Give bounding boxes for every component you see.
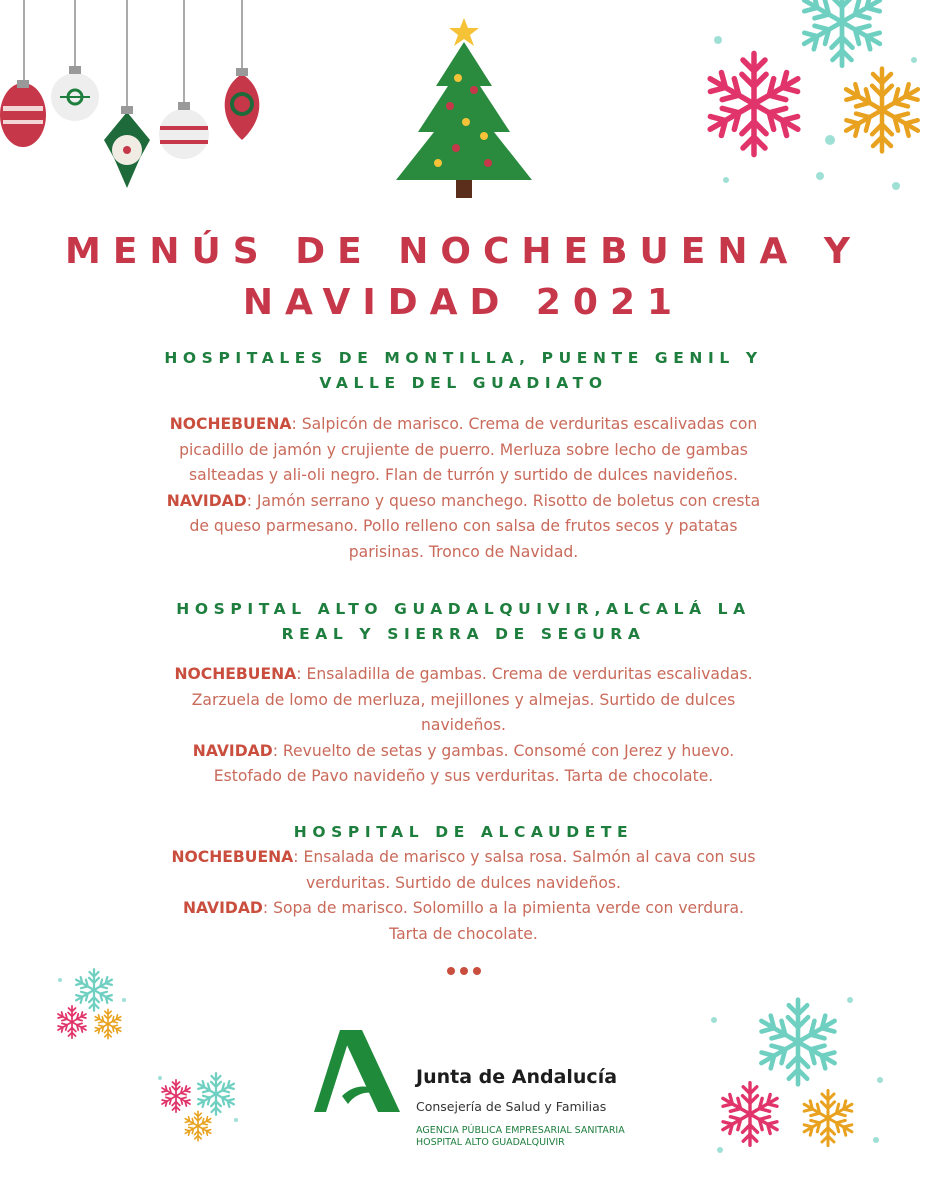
menu-line: Zarzuela de lomo de merluza, mejillones y almejas. Surtido de dulces bbox=[191, 690, 736, 709]
menu-line: : Salpicón de marisco. Crema de verduritas escalivadas con bbox=[291, 415, 758, 433]
menu-text bbox=[90, 845, 837, 947]
page-title bbox=[40, 226, 887, 328]
nochebuena-label: NOCHEBUENA bbox=[171, 848, 294, 866]
christmas-ornament-icon bbox=[0, 80, 46, 147]
snowflake-icon bbox=[196, 1073, 237, 1114]
snowflake-icon bbox=[74, 969, 115, 1010]
navidad-label: NAVIDAD bbox=[166, 491, 247, 510]
snowflake-icon bbox=[719, 1083, 781, 1146]
section-heading-line: VALLE DEL GUADIATO bbox=[319, 374, 608, 392]
snowflake-icon bbox=[56, 1006, 88, 1038]
snowflakes-top-right bbox=[690, 0, 927, 200]
snowflake-icon bbox=[799, 0, 885, 66]
menu-text bbox=[90, 662, 837, 790]
snowflake-icon bbox=[160, 1080, 192, 1112]
christmas-tree-icon bbox=[392, 8, 536, 200]
page-title-line: NAVIDAD 2021 bbox=[242, 282, 685, 323]
section-heading-line: HOSPITAL DE ALCAUDETE bbox=[293, 823, 634, 841]
navidad-label: NAVIDAD bbox=[192, 741, 273, 760]
section-heading bbox=[100, 346, 827, 396]
menu-line: : Ensaladilla de gambas. Crema de verduritas escalivadas. bbox=[296, 665, 753, 683]
menu-line: : Jamón serrano y queso manchego. Risotto de boletus con cresta bbox=[246, 491, 761, 510]
ellipsis-dots-icon bbox=[446, 966, 482, 976]
menu-line: : Ensalada de marisco y salsa rosa. Salmón al cava con sus bbox=[293, 848, 756, 866]
menu-line: verduritas. Surtido de dulces navideños. bbox=[305, 873, 622, 892]
menu-line: salteadas y ali-oli negro. Flan de turrón y surtido de dulces navideños. bbox=[189, 466, 738, 484]
christmas-ornament-icon bbox=[225, 68, 260, 140]
christmas-ornament-icon bbox=[104, 106, 150, 188]
snowflakes-bottom-right bbox=[700, 990, 900, 1170]
menu-line: Estofado de Pavo navideño y sus verduritas. Tarta de chocolate. bbox=[213, 767, 714, 785]
snowflake-icon bbox=[704, 53, 804, 154]
menu-text bbox=[90, 412, 837, 565]
logo-name: Junta de Andalucía bbox=[416, 1066, 618, 1088]
snowflake-icon bbox=[93, 1009, 122, 1038]
nochebuena-label: NOCHEBUENA bbox=[169, 415, 292, 433]
logo-department: Consejería de Salud y Familias bbox=[416, 1099, 607, 1114]
snowflake-icon bbox=[183, 1111, 212, 1140]
section-heading-line: REAL Y SIERRA DE SEGURA bbox=[281, 625, 646, 643]
logo-agency-line: AGENCIA PÚBLICA EMPRESARIAL SANITARIA bbox=[416, 1125, 625, 1136]
section-heading-line: HOSPITALES DE MONTILLA, PUENTE GENIL Y bbox=[164, 349, 763, 367]
snowflake-icon bbox=[801, 1090, 855, 1145]
snowflake-icon bbox=[841, 69, 923, 152]
junta-andalucia-logo-icon bbox=[312, 1026, 404, 1116]
menu-line: : Revuelto de setas y gambas. Consomé con Jerez y huevo. bbox=[272, 741, 735, 760]
nochebuena-label: NOCHEBUENA bbox=[174, 665, 297, 683]
section-heading-line: HOSPITAL ALTO GUADALQUIVIR,ALCALÁ LA bbox=[176, 600, 751, 618]
christmas-ornaments-decoration bbox=[0, 0, 270, 200]
snowflakes-bottom-left bbox=[40, 960, 260, 1160]
section-heading bbox=[100, 820, 827, 845]
christmas-ornament-icon bbox=[159, 102, 209, 159]
menu-line: navideños. bbox=[421, 716, 506, 734]
menu-line: de queso parmesano. Pollo relleno con salsa de frutos secos y patatas bbox=[189, 517, 738, 535]
menu-line: picadillo de jamón y crujiente de puerro. Merluza sobre lecho de gambas bbox=[179, 440, 748, 459]
junta-andalucia-logo bbox=[312, 1026, 632, 1156]
section-heading bbox=[100, 597, 827, 647]
page-title-line: MENÚS DE NOCHEBUENA Y bbox=[65, 231, 862, 272]
logo-agency bbox=[416, 1125, 625, 1149]
logo-agency-line: HOSPITAL ALTO GUADALQUIVIR bbox=[416, 1137, 565, 1148]
snowflake-icon bbox=[756, 1000, 839, 1085]
menu-line: : Sopa de marisco. Solomillo a la pimienta verde con verdura. bbox=[262, 899, 744, 917]
navidad-label: NAVIDAD bbox=[182, 899, 263, 917]
menu-line: Tarta de chocolate. bbox=[389, 924, 538, 943]
christmas-ornament-icon bbox=[51, 66, 99, 121]
menu-line: parisinas. Tronco de Navidad. bbox=[348, 542, 579, 561]
